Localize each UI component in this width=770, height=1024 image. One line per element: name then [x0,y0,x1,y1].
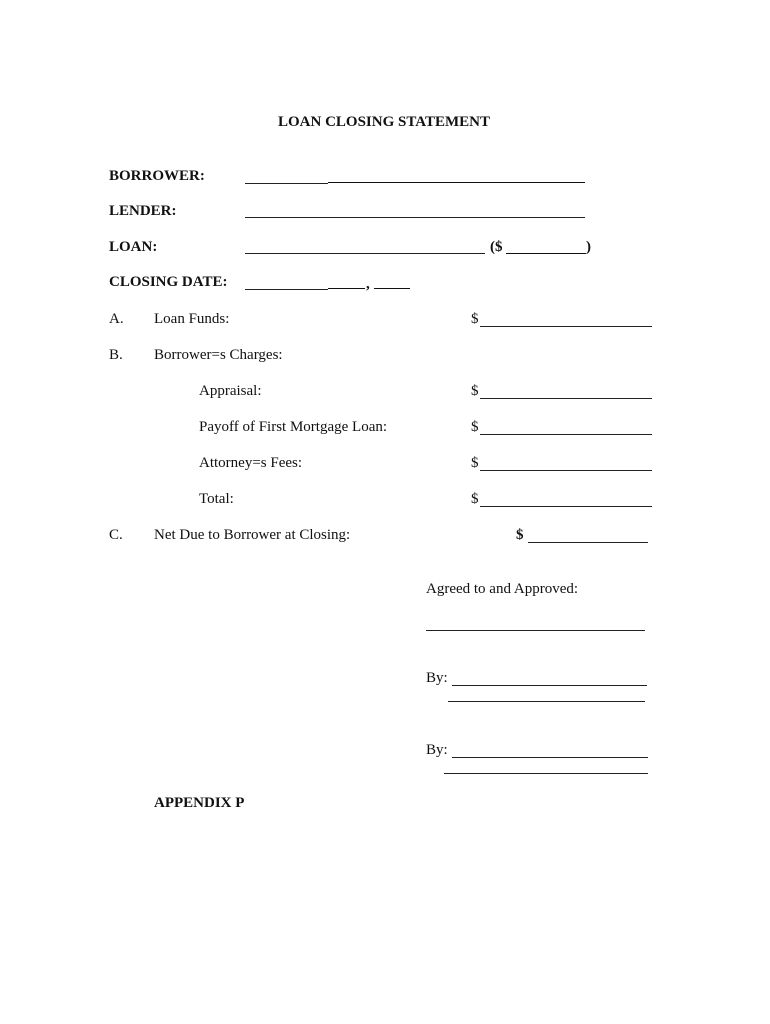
closing-year-line [374,288,410,289]
appraisal-currency: $ [471,383,479,399]
total-line [480,506,652,507]
appendix-label: APPENDIX P [154,795,245,811]
attorney-fees-currency: $ [471,455,479,471]
appraisal-line [480,398,652,399]
lender-line [245,217,585,218]
by-label-1: By: [426,670,448,686]
payoff-label: Payoff of First Mortgage Loan: [199,419,388,435]
payoff-field[interactable] [480,417,652,435]
by-name-field-1[interactable] [448,684,645,702]
payoff-line [480,434,652,435]
total-label: Total: [199,491,234,507]
by-name-line-1 [448,701,645,702]
page-title: LOAN CLOSING STATEMENT [278,114,490,130]
attorney-fees-field[interactable] [480,453,652,471]
section-c-letter: C. [109,527,123,543]
loan-amount-open: ($ [490,239,503,255]
borrower-label: BORROWER: [109,168,205,184]
net-due-label: Net Due to Borrower at Closing: [154,527,351,543]
loan-funds-label: Loan Funds: [154,311,230,327]
by-name-field-2[interactable] [444,756,648,774]
loan-field[interactable] [245,236,485,254]
closing-date-line-left [245,289,328,290]
loan-label: LOAN: [109,239,158,255]
lender-label: LENDER: [109,203,177,219]
total-field[interactable] [480,489,652,507]
borrower-line-left [245,183,328,184]
total-currency: $ [471,491,479,507]
loan-line [245,253,485,254]
by-label-2: By: [426,742,448,758]
approval-signature-field[interactable] [426,612,645,630]
closing-date-separator: , [366,276,370,292]
closing-date-label: CLOSING DATE: [109,274,228,290]
section-a-letter: A. [109,311,124,327]
loan-amount-line [506,253,586,254]
loan-funds-field[interactable] [480,309,652,327]
attorney-fees-label: Attorney=s Fees: [199,455,303,471]
loan-funds-line [480,326,652,327]
agreed-approved-label: Agreed to and Approved: [426,581,579,597]
loan-amount-field[interactable] [506,236,586,254]
net-due-field[interactable] [528,525,648,543]
loan-amount-close: ) [586,239,591,255]
attorney-fees-line [480,470,652,471]
net-due-currency: $ [516,527,524,543]
appraisal-label: Appraisal: [199,383,262,399]
lender-field[interactable] [245,200,585,218]
section-b-letter: B. [109,347,123,363]
approval-signature-line [426,630,645,631]
loan-funds-currency: $ [471,311,479,327]
appraisal-field[interactable] [480,381,652,399]
payoff-currency: $ [471,419,479,435]
by-name-line-2 [444,773,648,774]
borrower-charges-label: Borrower=s Charges: [154,347,283,363]
net-due-line [528,542,648,543]
borrower-line-right [328,182,585,183]
closing-date-line-mid [328,288,365,289]
